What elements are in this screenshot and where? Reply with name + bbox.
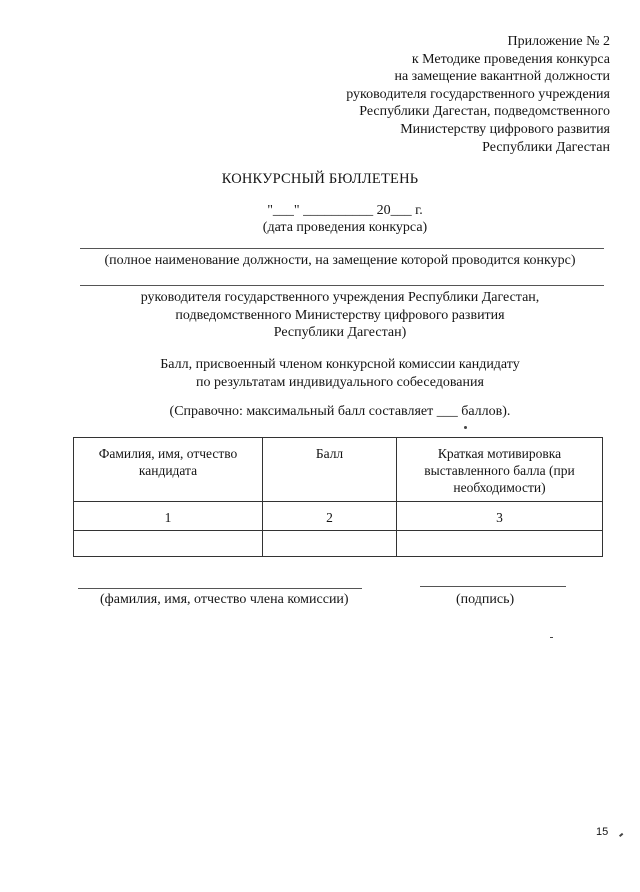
position-caption: (полное наименование должности, на замещение которой проводится конкурс) <box>104 253 576 268</box>
position-name-line-2 <box>80 285 604 286</box>
score-description <box>0 356 640 391</box>
table-header-row <box>74 438 603 502</box>
appendix-line: Республики Дагестан, подведомственного <box>359 104 610 120</box>
position-line: подведомственного Министерству цифрового развития <box>175 307 505 323</box>
date-caption: (дата проведения конкурса) <box>262 220 428 235</box>
score-line: Балл, присвоенный членом конкурсной комиссии кандидату <box>160 357 520 372</box>
table-row <box>74 531 603 557</box>
column-number: 3 <box>397 502 603 531</box>
position-line: руководителя государственного учреждения Республики Дагестан, <box>140 290 540 305</box>
signature-caption: (подпись) <box>456 592 515 607</box>
appendix-line: на замещение вакантной должности <box>394 69 610 85</box>
ink-speck <box>550 637 553 638</box>
signature-line <box>420 586 566 587</box>
page-number: 15 <box>596 826 609 838</box>
header-candidate-name: Фамилия, имя, отчество кандидата <box>74 438 263 502</box>
member-name-line <box>78 588 362 589</box>
column-number: 2 <box>263 502 397 531</box>
date-field: "___" __________ 20___ г. <box>267 203 423 218</box>
member-name-caption: (фамилия, имя, отчество члена комиссии) <box>100 592 349 607</box>
candidate-name-cell[interactable] <box>74 531 263 557</box>
score-cell[interactable] <box>263 531 397 557</box>
motivation-cell[interactable] <box>397 531 603 557</box>
column-number: 1 <box>74 502 263 531</box>
ink-speck <box>464 426 467 429</box>
appendix-line: Министерству цифрового развития <box>400 121 610 137</box>
position-description <box>0 289 640 342</box>
appendix-line: Приложение № 2 <box>507 34 610 49</box>
position-line: Республики Дагестан) <box>273 325 407 340</box>
ink-speck <box>619 833 623 837</box>
appendix-line: руководителя государственного учреждения <box>346 86 610 102</box>
position-name-line <box>80 248 604 249</box>
appendix-line: к Методике проведения конкурса <box>411 51 610 67</box>
max-score-reference: (Справочно: максимальный балл составляет ___ баллов). <box>169 404 511 419</box>
header-score: Балл <box>263 438 397 502</box>
ballot-title: КОНКУРСНЫЙ БЮЛЛЕТЕНЬ <box>221 171 419 187</box>
score-line: по результатам индивидуального собеседования <box>196 374 484 390</box>
appendix-header <box>230 33 610 156</box>
appendix-line: Республики Дагестан <box>482 139 610 155</box>
table-number-row <box>74 502 603 531</box>
header-motivation: Краткая мотивировка выставленного балла (при необходимости) <box>397 438 603 502</box>
score-table <box>73 437 603 557</box>
